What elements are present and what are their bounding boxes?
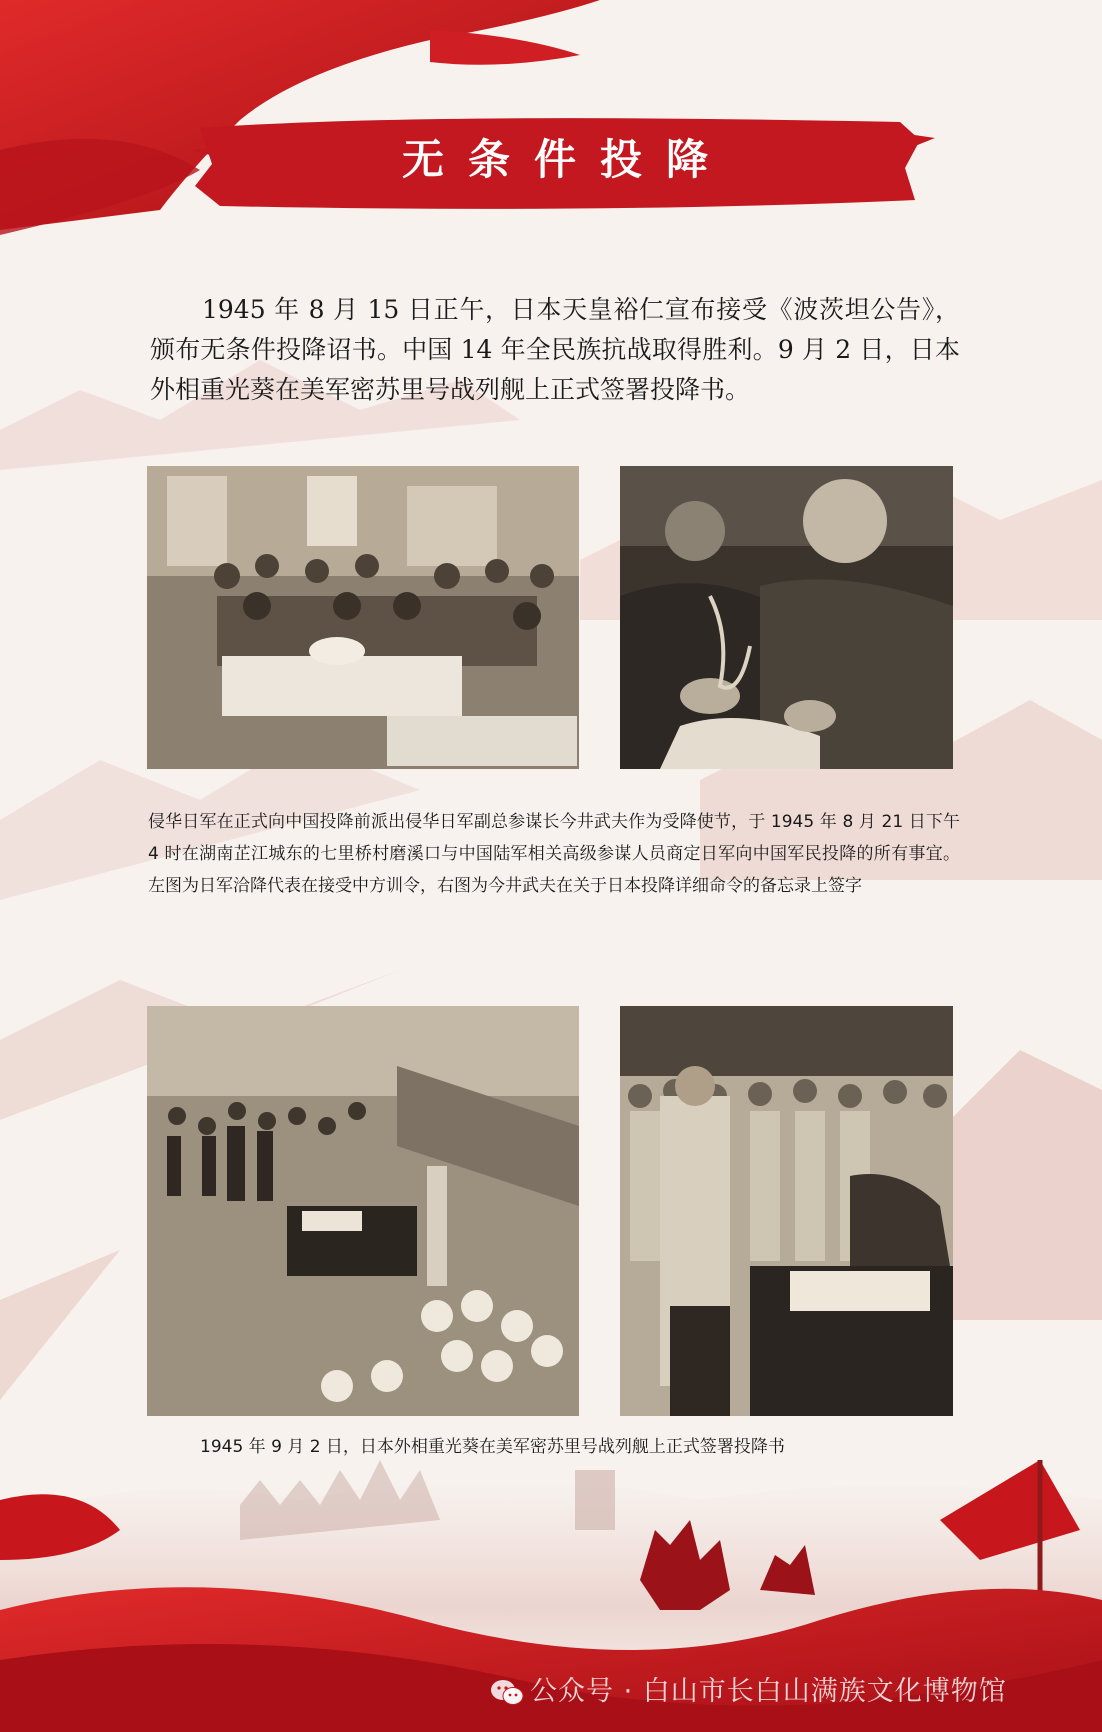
wechat-icon — [490, 1679, 524, 1707]
caption-missouri-signing: 1945 年 9 月 2 日，日本外相重光葵在美军密苏里号战列舰上正式签署投降书 — [200, 1437, 785, 1457]
photo-missouri-ceremony-overview — [147, 1006, 579, 1416]
watermark-text: 公众号 · 白山市长白山满族文化博物馆 — [530, 1676, 1007, 1707]
intro-paragraph: 1945 年 8 月 15 日正午，日本天皇裕仁宣布接受《波茨坦公告》，颁布无条件投降诏书。中国 14 年全民族抗战取得胜利。9 月 2 日，日本外相重光葵在美军密苏里号战列舰上正式签署投降书。 — [150, 295, 960, 404]
photo-shigemitsu-signing — [620, 1006, 953, 1416]
photo-imai-takeo-signing-memo — [620, 466, 953, 769]
caption-envoy-negotiation: 侵华日军在正式向中国投降前派出侵华日军副总参谋长今井武夫作为受降使节，于 1945 年 8 月 21 日下午 4 时在湖南芷江城东的七里桥村磨溪口与中国陆军相关高级参谋人员商定日军向中国军民投降的所有事宜。左图为日军洽降代表在接受中方训令，右图为今井武夫在关于日本投降详细命令的备忘录上签字 — [148, 812, 960, 896]
footer-watermark — [490, 1672, 1090, 1712]
photo-surrender-envoys-receiving-orders — [147, 466, 579, 769]
page-title: 无条件投降 — [401, 135, 732, 184]
